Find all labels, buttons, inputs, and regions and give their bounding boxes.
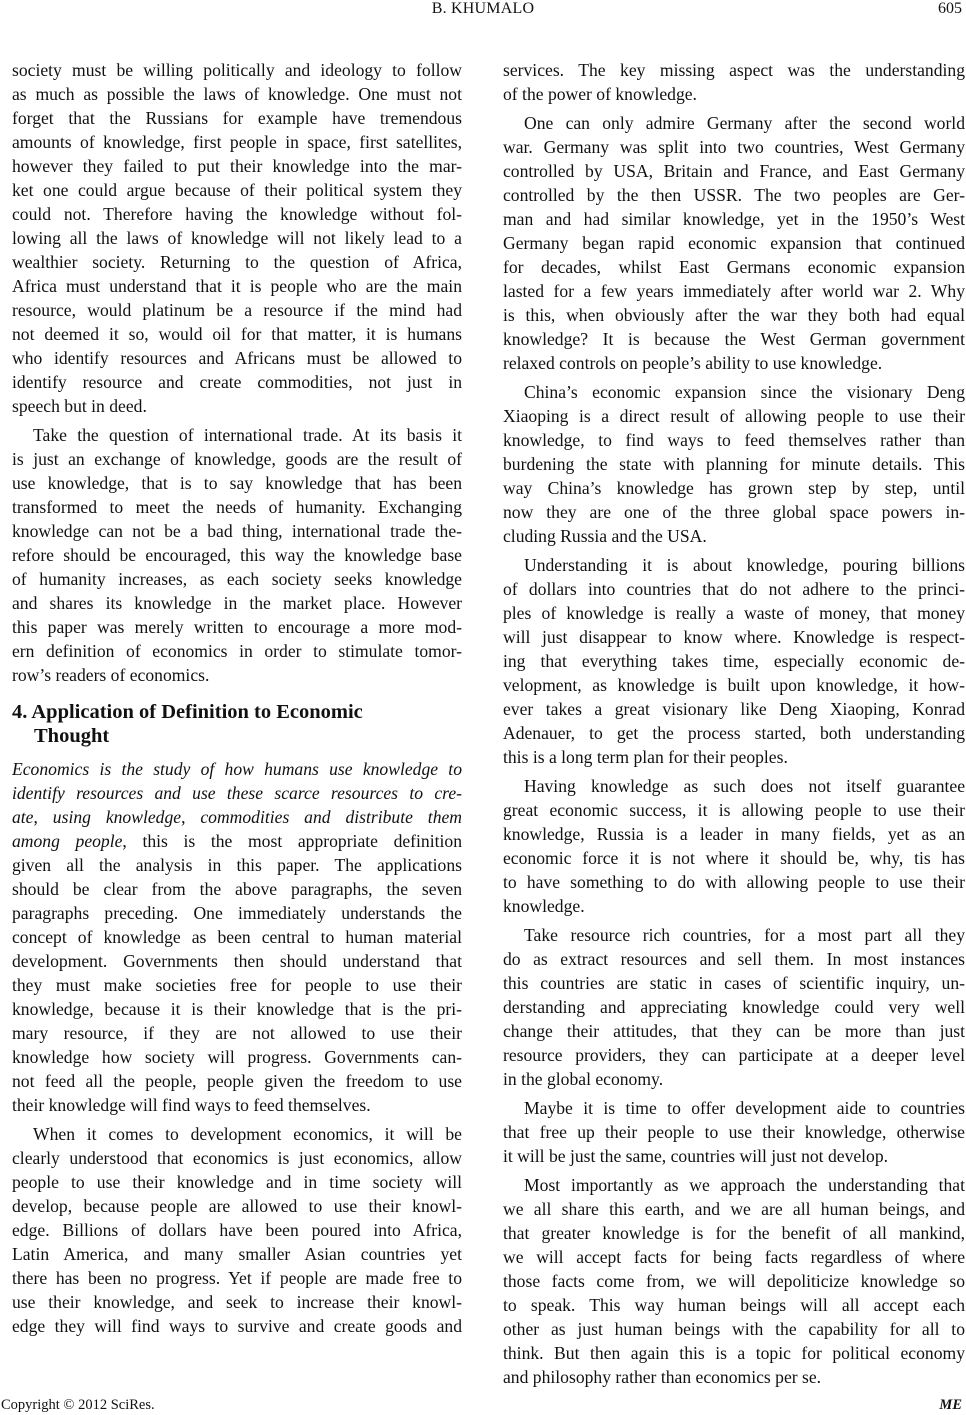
- text-line: could not. Therefore having the knowledge without fol-: [12, 204, 462, 224]
- text-line: development. Governments then should understand that: [12, 951, 462, 971]
- text-line: row’s readers of economics.: [12, 665, 210, 685]
- text-line: lasted for a few years immediately after world war 2. Why: [503, 281, 965, 301]
- text-line: man and had similar knowledge, yet in the 1950’s West: [503, 209, 965, 229]
- plain-text: , this is the most appropriate definition: [122, 831, 462, 851]
- text-line: lowing all the laws of knowledge will not likely lead to a: [12, 228, 462, 248]
- text-line: [12, 781, 462, 805]
- text-line: speech but in deed.: [12, 396, 147, 416]
- text-line: change their attitudes, that they can be more than just: [503, 1021, 965, 1041]
- text-line: and shares its knowledge in the market place. However: [12, 593, 462, 613]
- text-line: resource providers, they can participate at a deeper level: [503, 1045, 965, 1065]
- paragraph-understanding-knowledge: [503, 553, 965, 769]
- text-line: Adenauer, to get the process started, both understanding: [503, 723, 965, 743]
- text-line: who identify resources and Africans must be allowed to: [12, 348, 462, 368]
- text-line: wealthier society. Returning to the question of Africa,: [12, 252, 462, 272]
- section-heading: [12, 700, 462, 748]
- text-line: [12, 805, 462, 829]
- text-line: Latin America, and many smaller Asian countries yet: [12, 1244, 462, 1264]
- paragraph-resource-rich: [503, 923, 965, 1091]
- paragraph-development-economics: [12, 1122, 462, 1338]
- text-line: now they are one of the three global space powers in-: [503, 502, 965, 522]
- text-line: society must be willing politically and ideology to follow: [12, 60, 462, 80]
- paragraph-knowledge-laws: [12, 58, 462, 418]
- right-column: [503, 58, 965, 1389]
- text-line: knowledge how society will progress. Governments can-: [12, 1047, 462, 1067]
- paragraph-definition: [12, 757, 462, 1117]
- text-line: When it comes to development economics, it will be: [33, 1124, 462, 1144]
- text-line: is just an exchange of knowledge, goods are the result of: [12, 449, 462, 469]
- text-line: Xiaoping is a direct result of allowing people to use their: [503, 406, 965, 426]
- text-line: they must make societies free for people to use their: [12, 975, 462, 995]
- italic-definition-text: commodities and distribute them: [200, 807, 463, 827]
- text-line: [12, 757, 462, 781]
- text-line: Having knowledge as such does not itself guarantee: [524, 776, 965, 796]
- text-line: this countries are static in cases of scientific inquiry, un-: [503, 973, 965, 993]
- text-line: services. The key missing aspect was the understanding: [503, 60, 965, 80]
- italic-definition-text: ate: [12, 807, 34, 827]
- text-line: controlled by the then USSR. The two peoples are Ger-: [503, 185, 965, 205]
- paragraph-most-importantly: [503, 1173, 965, 1389]
- text-line: to have something to do with allowing people to use their: [503, 872, 965, 892]
- page-number: 605: [938, 0, 962, 17]
- text-line: burdening the state with planning for minute details. This: [503, 454, 965, 474]
- text-line: not feed all the people, people given the freedom to use: [12, 1071, 462, 1091]
- text-line: should be clear from the above paragraphs, the seven: [12, 879, 462, 899]
- text-line: as much as possible the laws of knowledge. One must not: [12, 84, 462, 104]
- text-line: we will accept facts for being facts regardless of where: [503, 1247, 965, 1267]
- text-line: of dollars into countries that do not adhere to the princi-: [503, 579, 965, 599]
- text-line: use knowledge, that is to say knowledge that has been: [12, 473, 462, 493]
- left-column: [12, 58, 462, 1338]
- journal-abbreviation: ME: [939, 1397, 962, 1413]
- text-line: ket one could argue because of their political system they: [12, 180, 462, 200]
- separator-text: ,: [33, 807, 53, 827]
- text-line: Take the question of international trade. At its basis it: [33, 425, 462, 445]
- italic-definition-text: using knowledge: [52, 807, 182, 827]
- page-footer: [0, 1396, 966, 1415]
- text-line: resource, would platinum be a resource if the mind had: [12, 300, 462, 320]
- text-line: in the global economy.: [503, 1069, 664, 1089]
- text-line: Maybe it is time to offer development aide to countries: [524, 1098, 965, 1118]
- italic-definition-text: identify resources and use these scarce resources to cre-: [12, 783, 462, 803]
- text-line: develop, because people are allowed to use their knowl-: [12, 1196, 462, 1216]
- text-line: way China’s knowledge has grown step by step, until: [503, 478, 965, 498]
- copyright-notice: Copyright © 2012 SciRes.: [1, 1397, 155, 1413]
- text-line: velopment, as knowledge is built upon knowledge, it how-: [503, 675, 965, 695]
- text-line: and philosophy rather than economics per se.: [503, 1367, 822, 1387]
- text-line: transformed to meet the needs of humanity. Exchanging: [12, 497, 462, 517]
- text-line: knowledge? It is because the West German government: [503, 329, 965, 349]
- text-line: knowledge, Russia is a leader in many fields, yet as an: [503, 824, 965, 844]
- text-line: Africa must understand that it is people who are the main: [12, 276, 462, 296]
- paragraph-continuation: [503, 58, 965, 106]
- text-line: great economic success, it is allowing people to use their: [503, 800, 965, 820]
- text-line: this paper was merely written to encourage a more mod-: [12, 617, 462, 637]
- italic-definition-text: Economics is the study of how humans use knowledge to: [12, 759, 462, 779]
- text-line: ern definition of economics in order to stimulate tomor-: [12, 641, 462, 661]
- text-line: given all the analysis in this paper. The applications: [12, 855, 462, 875]
- text-line: forget that the Russians for example have tremendous: [12, 108, 462, 128]
- text-line: economic force it is not where it should be, why, tis has: [503, 848, 965, 868]
- text-line: ing that everything takes time, especially economic de-: [503, 651, 965, 671]
- text-line: China’s economic expansion since the visionary Deng: [524, 382, 965, 402]
- running-header: [0, 0, 966, 24]
- text-line: ever takes a great visionary like Deng Xiaoping, Konrad: [503, 699, 965, 719]
- text-line: ples of knowledge is really a waste of money, that money: [503, 603, 965, 623]
- text-line: there has been no progress. Yet if people are made free to: [12, 1268, 462, 1288]
- text-line: knowledge.: [503, 896, 585, 916]
- text-line: edge they will find ways to survive and create goods and: [12, 1316, 462, 1336]
- text-line: will just disappear to know where. Knowledge is respect-: [503, 627, 965, 647]
- text-line: that greater knowledge is for the benefit of all mankind,: [503, 1223, 965, 1243]
- text-line: of the power of knowledge.: [503, 84, 697, 104]
- text-line: mary resource, if they are not allowed to use their: [12, 1023, 462, 1043]
- text-line: [12, 829, 462, 853]
- text-line: knowledge can not be a bad thing, international trade the-: [12, 521, 462, 541]
- text-line: cluding Russia and the USA.: [503, 526, 707, 546]
- running-head-author: B. KHUMALO: [431, 0, 535, 17]
- text-line: Most importantly as we approach the understanding that: [524, 1175, 965, 1195]
- text-line: identify resource and create commodities, not just in: [12, 372, 462, 392]
- text-line: paragraphs preceding. One immediately understands the: [12, 903, 462, 923]
- paragraph-china: [503, 380, 965, 548]
- text-line: we all share this earth, and we are all human beings, and: [503, 1199, 965, 1219]
- text-line: derstanding and appreciating knowledge could very well: [503, 997, 965, 1017]
- text-line: however they failed to put their knowledge into the mar-: [12, 156, 462, 176]
- section-heading-line: Thought: [34, 725, 110, 747]
- separator-text: ,: [181, 807, 201, 827]
- text-line: their knowledge will find ways to feed themselves.: [12, 1095, 371, 1115]
- paragraph-international-trade: [12, 423, 462, 687]
- text-line: that free up their people to use their knowledge, otherwise: [503, 1122, 965, 1142]
- text-line: war. Germany was split into two countries, West Germany: [503, 137, 965, 157]
- text-line: this is a long term plan for their peoples.: [503, 747, 788, 767]
- text-line: concept of knowledge as been central to human material: [12, 927, 462, 947]
- section-heading-line: 4. Application of Definition to Economic: [12, 701, 363, 723]
- text-line: do as extract resources and sell them. In most instances: [503, 949, 965, 969]
- text-line: clearly understood that economics is just economics, allow: [12, 1148, 462, 1168]
- italic-definition-text: among people: [12, 831, 123, 851]
- text-line: relaxed controls on people’s ability to use knowledge.: [503, 353, 883, 373]
- text-line: use their knowledge, and seek to increase their knowl-: [12, 1292, 462, 1312]
- text-line: refore should be encouraged, this way the knowledge base: [12, 545, 462, 565]
- text-line: is this, when obviously after the war they both had equal: [503, 305, 965, 325]
- text-line: One can only admire Germany after the second world: [524, 113, 965, 133]
- text-line: to speak. This way human beings will all accept each: [503, 1295, 965, 1315]
- text-line: amounts of knowledge, first people in space, first satellites,: [12, 132, 462, 152]
- text-line: for decades, whilst East Germans economic expansion: [503, 257, 965, 277]
- text-line: Understanding it is about knowledge, pouring billions: [524, 555, 965, 575]
- text-line: edge. Billions of dollars have been poured into Africa,: [12, 1220, 462, 1240]
- text-line: knowledge, because it is their knowledge that is the pri-: [12, 999, 462, 1019]
- text-line: other as just human beings with the capability for all to: [503, 1319, 965, 1339]
- text-line: controlled by USA, Britain and France, and East Germany: [503, 161, 965, 181]
- paragraph-germany: [503, 111, 965, 375]
- text-line: Take resource rich countries, for a most part all they: [524, 925, 965, 945]
- text-line: it will be just the same, countries will just not develop.: [503, 1146, 889, 1166]
- text-line: Germany began rapid economic expansion that continued: [503, 233, 965, 253]
- text-line: of humanity increases, as each society seeks knowledge: [12, 569, 462, 589]
- paragraph-having-knowledge: [503, 774, 965, 918]
- paragraph-development-aide: [503, 1096, 965, 1168]
- text-line: people to use their knowledge and in time society will: [12, 1172, 462, 1192]
- text-line: not deemed it so, would oil for that matter, it is humans: [12, 324, 462, 344]
- text-line: think. But then again this is a topic for political economy: [503, 1343, 965, 1363]
- text-line: knowledge, to find ways to feed themselves rather than: [503, 430, 965, 450]
- text-line: those facts come from, we will depoliticize knowledge so: [503, 1271, 965, 1291]
